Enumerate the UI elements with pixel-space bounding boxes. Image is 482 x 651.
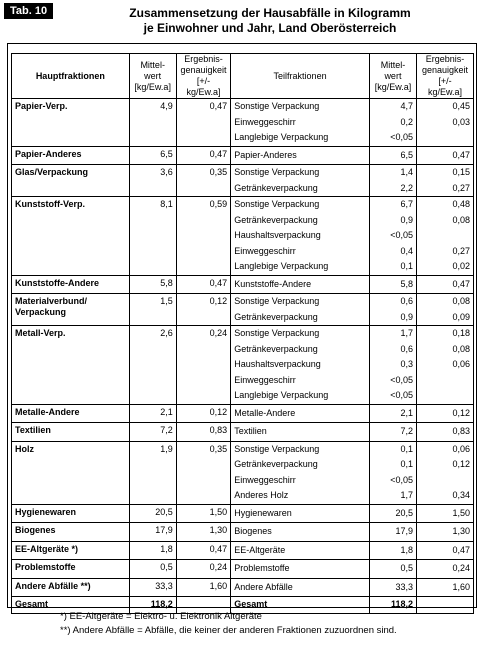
sub-fraction-mean: 1,7 (369, 326, 416, 342)
sub-fraction-mean: 17,9 (369, 523, 416, 542)
main-fraction-accuracy: 0,59 (176, 197, 230, 276)
main-fraction-accuracy: 0,35 (176, 165, 230, 197)
main-fraction-accuracy: 0,47 (176, 275, 230, 294)
main-fraction-name: EE-Altgeräte *) (12, 541, 130, 560)
header-teilfraktionen: Teilfraktionen (231, 54, 370, 99)
sub-fraction-accuracy: 1,30 (416, 523, 473, 542)
sub-fraction-name: Getränkeverpackung (231, 342, 370, 358)
table-row (12, 541, 474, 560)
main-fraction-accuracy: 1,60 (176, 578, 230, 597)
main-fraction-name: Papier-Verp. (12, 99, 130, 147)
main-fraction-accuracy: 0,47 (176, 146, 230, 165)
sub-fraction-mean: 0,3 (369, 357, 416, 373)
sub-fraction-mean: 33,3 (369, 578, 416, 597)
table-number-badge: Tab. 10 (4, 3, 53, 19)
sub-fraction-mean: 0,2 (369, 115, 416, 131)
sub-fraction-accuracy: 0,02 (416, 259, 473, 275)
sub-fraction-accuracy: 0,18 (416, 326, 473, 342)
sub-fraction-mean: 6,5 (369, 146, 416, 165)
sub-fraction-mean: 2,1 (369, 404, 416, 423)
sub-fraction-mean: 0,1 (369, 259, 416, 275)
sub-fraction-accuracy: 0,08 (416, 213, 473, 229)
sub-fraction-accuracy: 1,60 (416, 578, 473, 597)
sub-fraction-mean: <0,05 (369, 388, 416, 404)
sub-fraction-accuracy: 0,34 (416, 488, 473, 504)
main-fraction-mean: 20,5 (129, 504, 176, 523)
sub-fraction-accuracy: 1,50 (416, 504, 473, 523)
table-row (12, 523, 474, 542)
sub-fraction-mean: 0,9 (369, 310, 416, 326)
sub-fraction-accuracy: 0,27 (416, 244, 473, 260)
sub-fraction-mean: 4,7 (369, 99, 416, 115)
sub-fraction-mean: 0,1 (369, 441, 416, 457)
sub-fraction-name: Haushaltsverpackung (231, 357, 370, 373)
sub-fraction-mean: 0,6 (369, 294, 416, 310)
table-body (12, 99, 474, 614)
table-row (12, 441, 474, 457)
main-fraction-accuracy: 0,83 (176, 423, 230, 442)
sub-fraction-name: Biogenes (231, 523, 370, 542)
table-row (12, 197, 474, 213)
main-fraction-mean: 7,2 (129, 423, 176, 442)
sub-fraction-accuracy: 0,47 (416, 275, 473, 294)
main-fraction-mean: 2,6 (129, 326, 176, 405)
main-fraction-accuracy: 0,47 (176, 541, 230, 560)
table-row (12, 560, 474, 579)
page-title (60, 6, 480, 36)
table-row (12, 423, 474, 442)
title-line-2: je Einwohner und Jahr, Land Oberösterreich (143, 21, 397, 35)
sub-fraction-accuracy: 0,48 (416, 197, 473, 213)
sub-fraction-accuracy: 0,83 (416, 423, 473, 442)
sub-fraction-mean: 2,2 (369, 181, 416, 197)
header-mittelwert-2: Mittel- wert [kg/Ew.a] (369, 54, 416, 99)
main-fraction-name: Materialverbund/ Verpackung (12, 294, 130, 326)
main-fraction-mean: 4,9 (129, 99, 176, 147)
sub-fraction-mean: 1,7 (369, 488, 416, 504)
main-fraction-mean: 8,1 (129, 197, 176, 276)
main-fraction-mean: 3,6 (129, 165, 176, 197)
sub-fraction-name: Sonstige Verpackung (231, 441, 370, 457)
sub-fraction-name: Einweggeschirr (231, 473, 370, 489)
main-fraction-accuracy: 0,12 (176, 404, 230, 423)
table-row (12, 165, 474, 181)
sub-fraction-accuracy: 0,27 (416, 181, 473, 197)
sub-fraction-mean: 0,1 (369, 457, 416, 473)
table-row (12, 578, 474, 597)
sub-fraction-mean: 20,5 (369, 504, 416, 523)
sub-fraction-name: Sonstige Verpackung (231, 294, 370, 310)
main-fraction-name: Hygienewaren (12, 504, 130, 523)
main-fraction-mean: 0,5 (129, 560, 176, 579)
table-row (12, 294, 474, 310)
sub-fraction-mean: <0,05 (369, 473, 416, 489)
sub-fraction-mean: 7,2 (369, 423, 416, 442)
sub-fraction-mean: 1,8 (369, 541, 416, 560)
sub-fraction-accuracy: 0,47 (416, 146, 473, 165)
table-row (12, 275, 474, 294)
sub-fraction-name: EE-Altgeräte (231, 541, 370, 560)
sub-fraction-name: Papier-Anderes (231, 146, 370, 165)
main-fraction-accuracy: 0,12 (176, 294, 230, 326)
total-label-2: Gesamt (231, 597, 370, 614)
sub-fraction-accuracy: 0,08 (416, 342, 473, 358)
sub-fraction-mean: <0,05 (369, 228, 416, 244)
sub-fraction-name: Langlebige Verpackung (231, 259, 370, 275)
sub-fraction-mean: 0,5 (369, 560, 416, 579)
main-fraction-name: Papier-Anderes (12, 146, 130, 165)
main-fraction-accuracy: 0,35 (176, 441, 230, 504)
sub-fraction-name: Andere Abfälle (231, 578, 370, 597)
sub-fraction-accuracy: 0,45 (416, 99, 473, 115)
sub-fraction-mean: 6,7 (369, 197, 416, 213)
sub-fraction-mean: 0,9 (369, 213, 416, 229)
sub-fraction-mean: <0,05 (369, 130, 416, 146)
sub-fraction-name: Haushaltsverpackung (231, 228, 370, 244)
main-fraction-mean: 17,9 (129, 523, 176, 542)
table-row (12, 326, 474, 342)
sub-fraction-mean: 0,4 (369, 244, 416, 260)
sub-fraction-accuracy (416, 473, 473, 489)
sub-fraction-name: Einweggeschirr (231, 244, 370, 260)
sub-fraction-name: Sonstige Verpackung (231, 99, 370, 115)
table-row (12, 99, 474, 115)
sub-fraction-accuracy: 0,03 (416, 115, 473, 131)
sub-fraction-name: Sonstige Verpackung (231, 326, 370, 342)
main-fraction-accuracy: 1,30 (176, 523, 230, 542)
table-row (12, 504, 474, 523)
sub-fraction-accuracy: 0,12 (416, 404, 473, 423)
sub-fraction-accuracy (416, 373, 473, 389)
sub-fraction-name: Metalle-Andere (231, 404, 370, 423)
main-fraction-mean: 2,1 (129, 404, 176, 423)
main-fraction-name: Textilien (12, 423, 130, 442)
sub-fraction-name: Getränkeverpackung (231, 310, 370, 326)
header-mittelwert: Mittel- wert [kg/Ew.a] (129, 54, 176, 99)
data-table (11, 53, 474, 614)
sub-fraction-mean: 0,6 (369, 342, 416, 358)
footnote-1: *) EE-Altgeräte = Elektro- u. Elektronik Altgeräte (60, 611, 262, 622)
main-fraction-accuracy: 0,24 (176, 560, 230, 579)
sub-fraction-mean: 5,8 (369, 275, 416, 294)
sub-fraction-accuracy: 0,24 (416, 560, 473, 579)
sub-fraction-mean: <0,05 (369, 373, 416, 389)
sub-fraction-name: Langlebige Verpackung (231, 388, 370, 404)
sub-fraction-name: Kunststoffe-Andere (231, 275, 370, 294)
sub-fraction-accuracy: 0,15 (416, 165, 473, 181)
sub-fraction-accuracy: 0,47 (416, 541, 473, 560)
sub-fraction-name: Sonstige Verpackung (231, 197, 370, 213)
sub-fraction-accuracy: 0,08 (416, 294, 473, 310)
sub-fraction-name: Langlebige Verpackung (231, 130, 370, 146)
sub-fraction-name: Sonstige Verpackung (231, 165, 370, 181)
sub-fraction-mean: 1,4 (369, 165, 416, 181)
main-fraction-name: Holz (12, 441, 130, 504)
header-ergebnisgenauigkeit: Ergebnis- genauigkeit [+/- kg/Ew.a] (176, 54, 230, 99)
total-label: Gesamt (12, 597, 130, 614)
main-fraction-name: Metall-Verp. (12, 326, 130, 405)
sub-fraction-name: Getränkeverpackung (231, 457, 370, 473)
table-header-row (12, 54, 474, 99)
total-mean: 118,2 (129, 597, 176, 614)
main-fraction-mean: 1,9 (129, 441, 176, 504)
main-fraction-mean: 1,8 (129, 541, 176, 560)
sub-fraction-accuracy (416, 388, 473, 404)
sub-fraction-accuracy: 0,12 (416, 457, 473, 473)
main-fraction-name: Kunststoff-Verp. (12, 197, 130, 276)
main-fraction-name: Biogenes (12, 523, 130, 542)
total-mean-2: 118,2 (369, 597, 416, 614)
main-fraction-name: Glas/Verpackung (12, 165, 130, 197)
sub-fraction-accuracy (416, 228, 473, 244)
main-fraction-mean: 6,5 (129, 146, 176, 165)
total-accuracy-2 (416, 597, 473, 614)
title-line-1: Zusammensetzung der Hausabfälle in Kilogramm (129, 6, 411, 20)
header-ergebnisgenauigkeit-2: Ergebnis- genauigkeit [+/- kg/Ew.a] (416, 54, 473, 99)
main-fraction-mean: 5,8 (129, 275, 176, 294)
main-fraction-name: Problemstoffe (12, 560, 130, 579)
sub-fraction-name: Einweggeschirr (231, 115, 370, 131)
footnote-2: **) Andere Abfälle = Abfälle, die keiner der anderen Fraktionen zuzuordnen sind. (60, 625, 397, 636)
table-row (12, 404, 474, 423)
header-hauptfraktionen: Hauptfraktionen (12, 54, 130, 99)
sub-fraction-name: Textilien (231, 423, 370, 442)
sub-fraction-accuracy: 0,06 (416, 441, 473, 457)
sub-fraction-name: Getränkeverpackung (231, 213, 370, 229)
sub-fraction-name: Hygienewaren (231, 504, 370, 523)
sub-fraction-name: Getränkeverpackung (231, 181, 370, 197)
main-fraction-accuracy: 0,24 (176, 326, 230, 405)
sub-fraction-name: Anderes Holz (231, 488, 370, 504)
main-fraction-name: Metalle-Andere (12, 404, 130, 423)
main-fraction-name: Andere Abfälle **) (12, 578, 130, 597)
sub-fraction-accuracy: 0,09 (416, 310, 473, 326)
sub-fraction-name: Problemstoffe (231, 560, 370, 579)
main-fraction-mean: 33,3 (129, 578, 176, 597)
main-fraction-name: Kunststoffe-Andere (12, 275, 130, 294)
main-fraction-accuracy: 0,47 (176, 99, 230, 147)
footnotes (60, 610, 397, 638)
sub-fraction-accuracy (416, 130, 473, 146)
main-fraction-mean: 1,5 (129, 294, 176, 326)
sub-fraction-accuracy: 0,06 (416, 357, 473, 373)
sub-fraction-name: Einweggeschirr (231, 373, 370, 389)
main-fraction-accuracy: 1,50 (176, 504, 230, 523)
table-row (12, 146, 474, 165)
